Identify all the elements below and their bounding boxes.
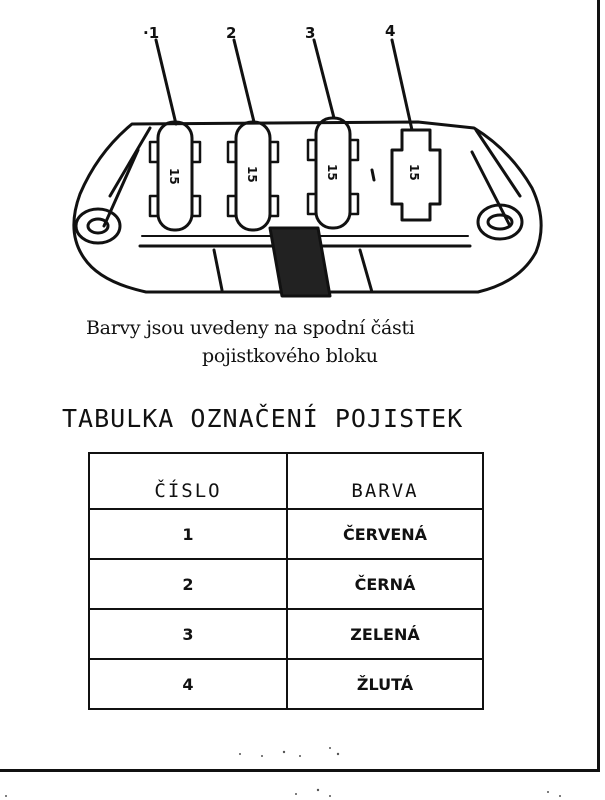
callout-4: 4 [385, 22, 396, 40]
table-row [89, 659, 483, 709]
fuse-3-rating: 15 [325, 164, 339, 181]
header-color: BARVA [287, 453, 483, 509]
callout-3: 3 [305, 24, 316, 42]
caption-line-2: pojistkového bloku [202, 345, 378, 367]
row-color: ZELENÁ [287, 609, 483, 659]
row-number: 2 [89, 559, 287, 609]
row-color: ČERVENÁ [287, 509, 483, 559]
table-row [89, 559, 483, 609]
fuse-block-diagram [0, 0, 605, 320]
header-number: ČÍSLO [89, 453, 287, 509]
callout-1: ·1 [143, 24, 160, 42]
row-number: 3 [89, 609, 287, 659]
fuse-1-rating: 15 [167, 168, 181, 185]
diagram-caption [86, 314, 415, 370]
scan-specks [0, 720, 605, 800]
fuse-2-rating: 15 [245, 166, 259, 183]
row-number: 1 [89, 509, 287, 559]
callout-2: 2 [226, 24, 237, 42]
left-mount-hole [76, 209, 120, 243]
row-number: 4 [89, 659, 287, 709]
table-row [89, 609, 483, 659]
row-color: ČERNÁ [287, 559, 483, 609]
table-row [89, 509, 483, 559]
row-color: ŽLUTÁ [287, 659, 483, 709]
table-title: TABULKA OZNAČENÍ POJISTEK [62, 404, 464, 433]
right-mount-hole [478, 205, 522, 239]
table-header-row [89, 453, 483, 509]
caption-line-1: Barvy jsou uvedeny na spodní části [86, 317, 415, 339]
fuse-color-table [88, 452, 484, 710]
fuse-4-rating: 15 [407, 164, 421, 181]
